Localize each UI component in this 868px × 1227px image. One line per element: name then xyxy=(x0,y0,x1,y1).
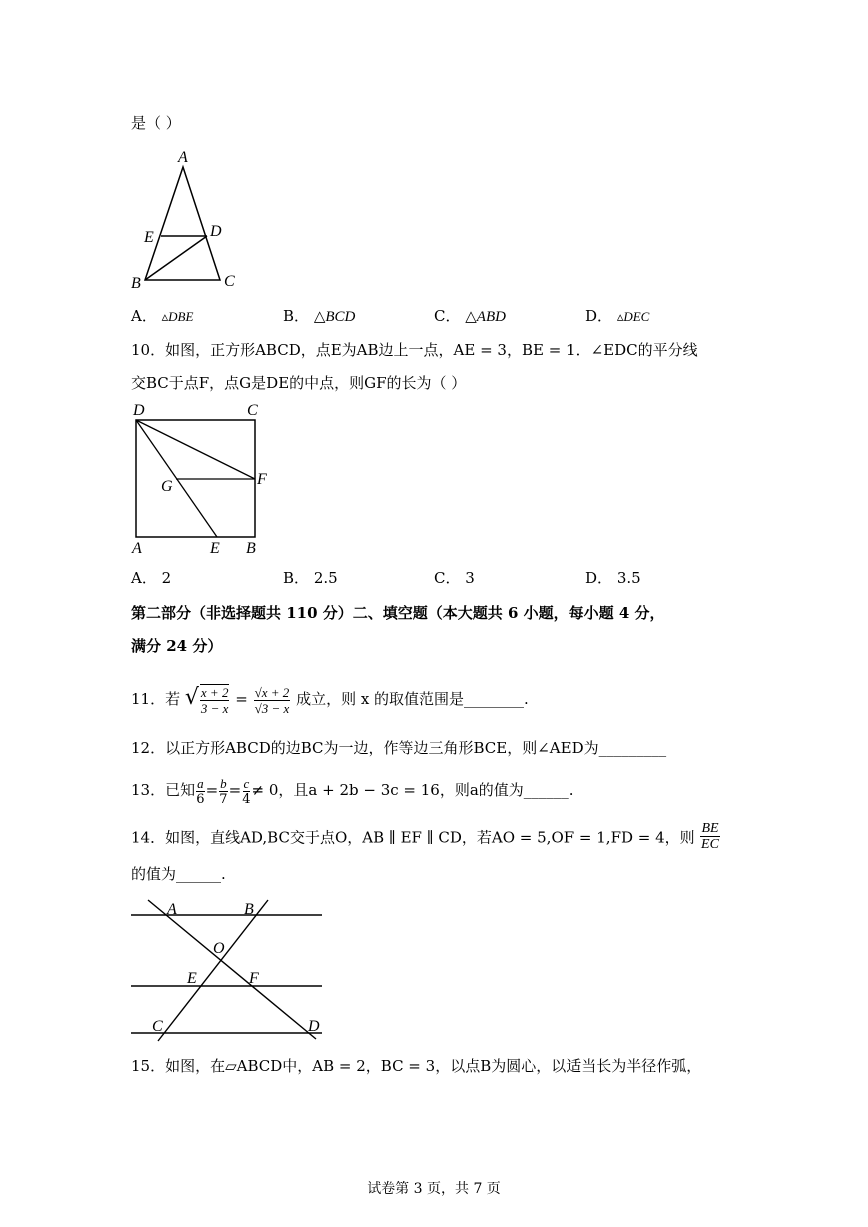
q10-option-d: D． 3.5 xyxy=(585,569,641,587)
q11-root-fraction: $\frac{√x + 2}{√3 - x}$ xyxy=(254,684,290,716)
q9-label-C: C xyxy=(224,273,235,290)
q9-option-a: A． ▵DBE xyxy=(131,307,194,325)
q14-label-C: C xyxy=(152,1018,163,1035)
q9-triangle-figure xyxy=(128,145,258,293)
section-heading-line-1: 第二部分（非选择题共 110 分）二、填空题（本大题共 6 小题，每小题 4 分， xyxy=(131,604,665,622)
q9-label-E: E xyxy=(144,229,154,246)
q10-label-D: D xyxy=(133,402,145,419)
q14-parallel-lines-figure xyxy=(128,895,338,1045)
q14-label-B: B xyxy=(244,901,254,918)
q9-option-d: D． ▵DEC xyxy=(585,307,650,325)
q10-label-C: C xyxy=(247,402,258,419)
q14-line-1: 14．如图，直线AD,BC交于点O，AB ∥ EF ∥ CD，若AO = 5,OF = 1,FD = 4，则 $\frac{BE}{EC}$ xyxy=(131,821,719,852)
q13: 13．已知 $\frac{a}{6}$ = $\frac{b}{7}$ = $\frac{c}{4}$ ≠ 0，且a + 2b − 3c = 16，则a的值为______. xyxy=(131,775,574,807)
q9-label-B: B xyxy=(131,275,141,292)
q10-line-1: 10．如图，正方形ABCD，点E为AB边上一点，AE = 3，BE = 1．∠EDC的平分线 xyxy=(131,341,698,359)
q12: 12．以正方形ABCD的边BC为一边，作等边三角形BCE，则∠AED为_________ xyxy=(131,739,667,757)
q10-label-B: B xyxy=(246,540,256,557)
section-heading-line-2: 满分 24 分） xyxy=(131,637,223,655)
q14-label-E: E xyxy=(187,970,197,987)
q9-option-b: B． △BCD xyxy=(283,307,356,325)
q10-square-figure xyxy=(128,400,278,560)
q14-label-D: D xyxy=(308,1018,320,1035)
q14-label-F: F xyxy=(249,970,259,987)
q10-option-c: C． 3 xyxy=(434,569,475,587)
q9-label-D: D xyxy=(210,223,222,240)
q9-option-c: C． △ABD xyxy=(434,307,506,325)
q10-label-G: G xyxy=(161,478,173,495)
q14-label-A: A xyxy=(167,901,177,918)
q11: 11．若 √ $\frac{x + 2}{3 - x}$ = $\frac{√x + 2}{√3 - x}$ 成立，则 x 的取值范围是________. xyxy=(131,684,529,716)
q14-label-O: O xyxy=(213,940,225,957)
q14-line-2: 的值为______. xyxy=(131,865,226,883)
q10-option-b: B． 2.5 xyxy=(283,569,338,587)
q10-label-A: A xyxy=(132,540,142,557)
q15: 15．如图，在▱ABCD中，AB = 2，BC = 3，以点B为圆心，以适当长为半径作弧， xyxy=(131,1057,702,1075)
q10-line-2: 交BC于点F，点G是DE的中点，则GF的长为（ ） xyxy=(131,374,467,392)
q10-label-E: E xyxy=(210,540,220,557)
q9-label-A: A xyxy=(178,149,188,166)
q11-fraction: $\frac{x + 2}{3 - x}$ xyxy=(200,685,229,716)
q10-option-a: A． 2 xyxy=(131,569,172,587)
q10-label-F: F xyxy=(257,471,267,488)
q9-stem-tail: 是（ ） xyxy=(131,114,181,132)
page-footer: 试卷第 3 页，共 7 页 xyxy=(367,1181,501,1197)
